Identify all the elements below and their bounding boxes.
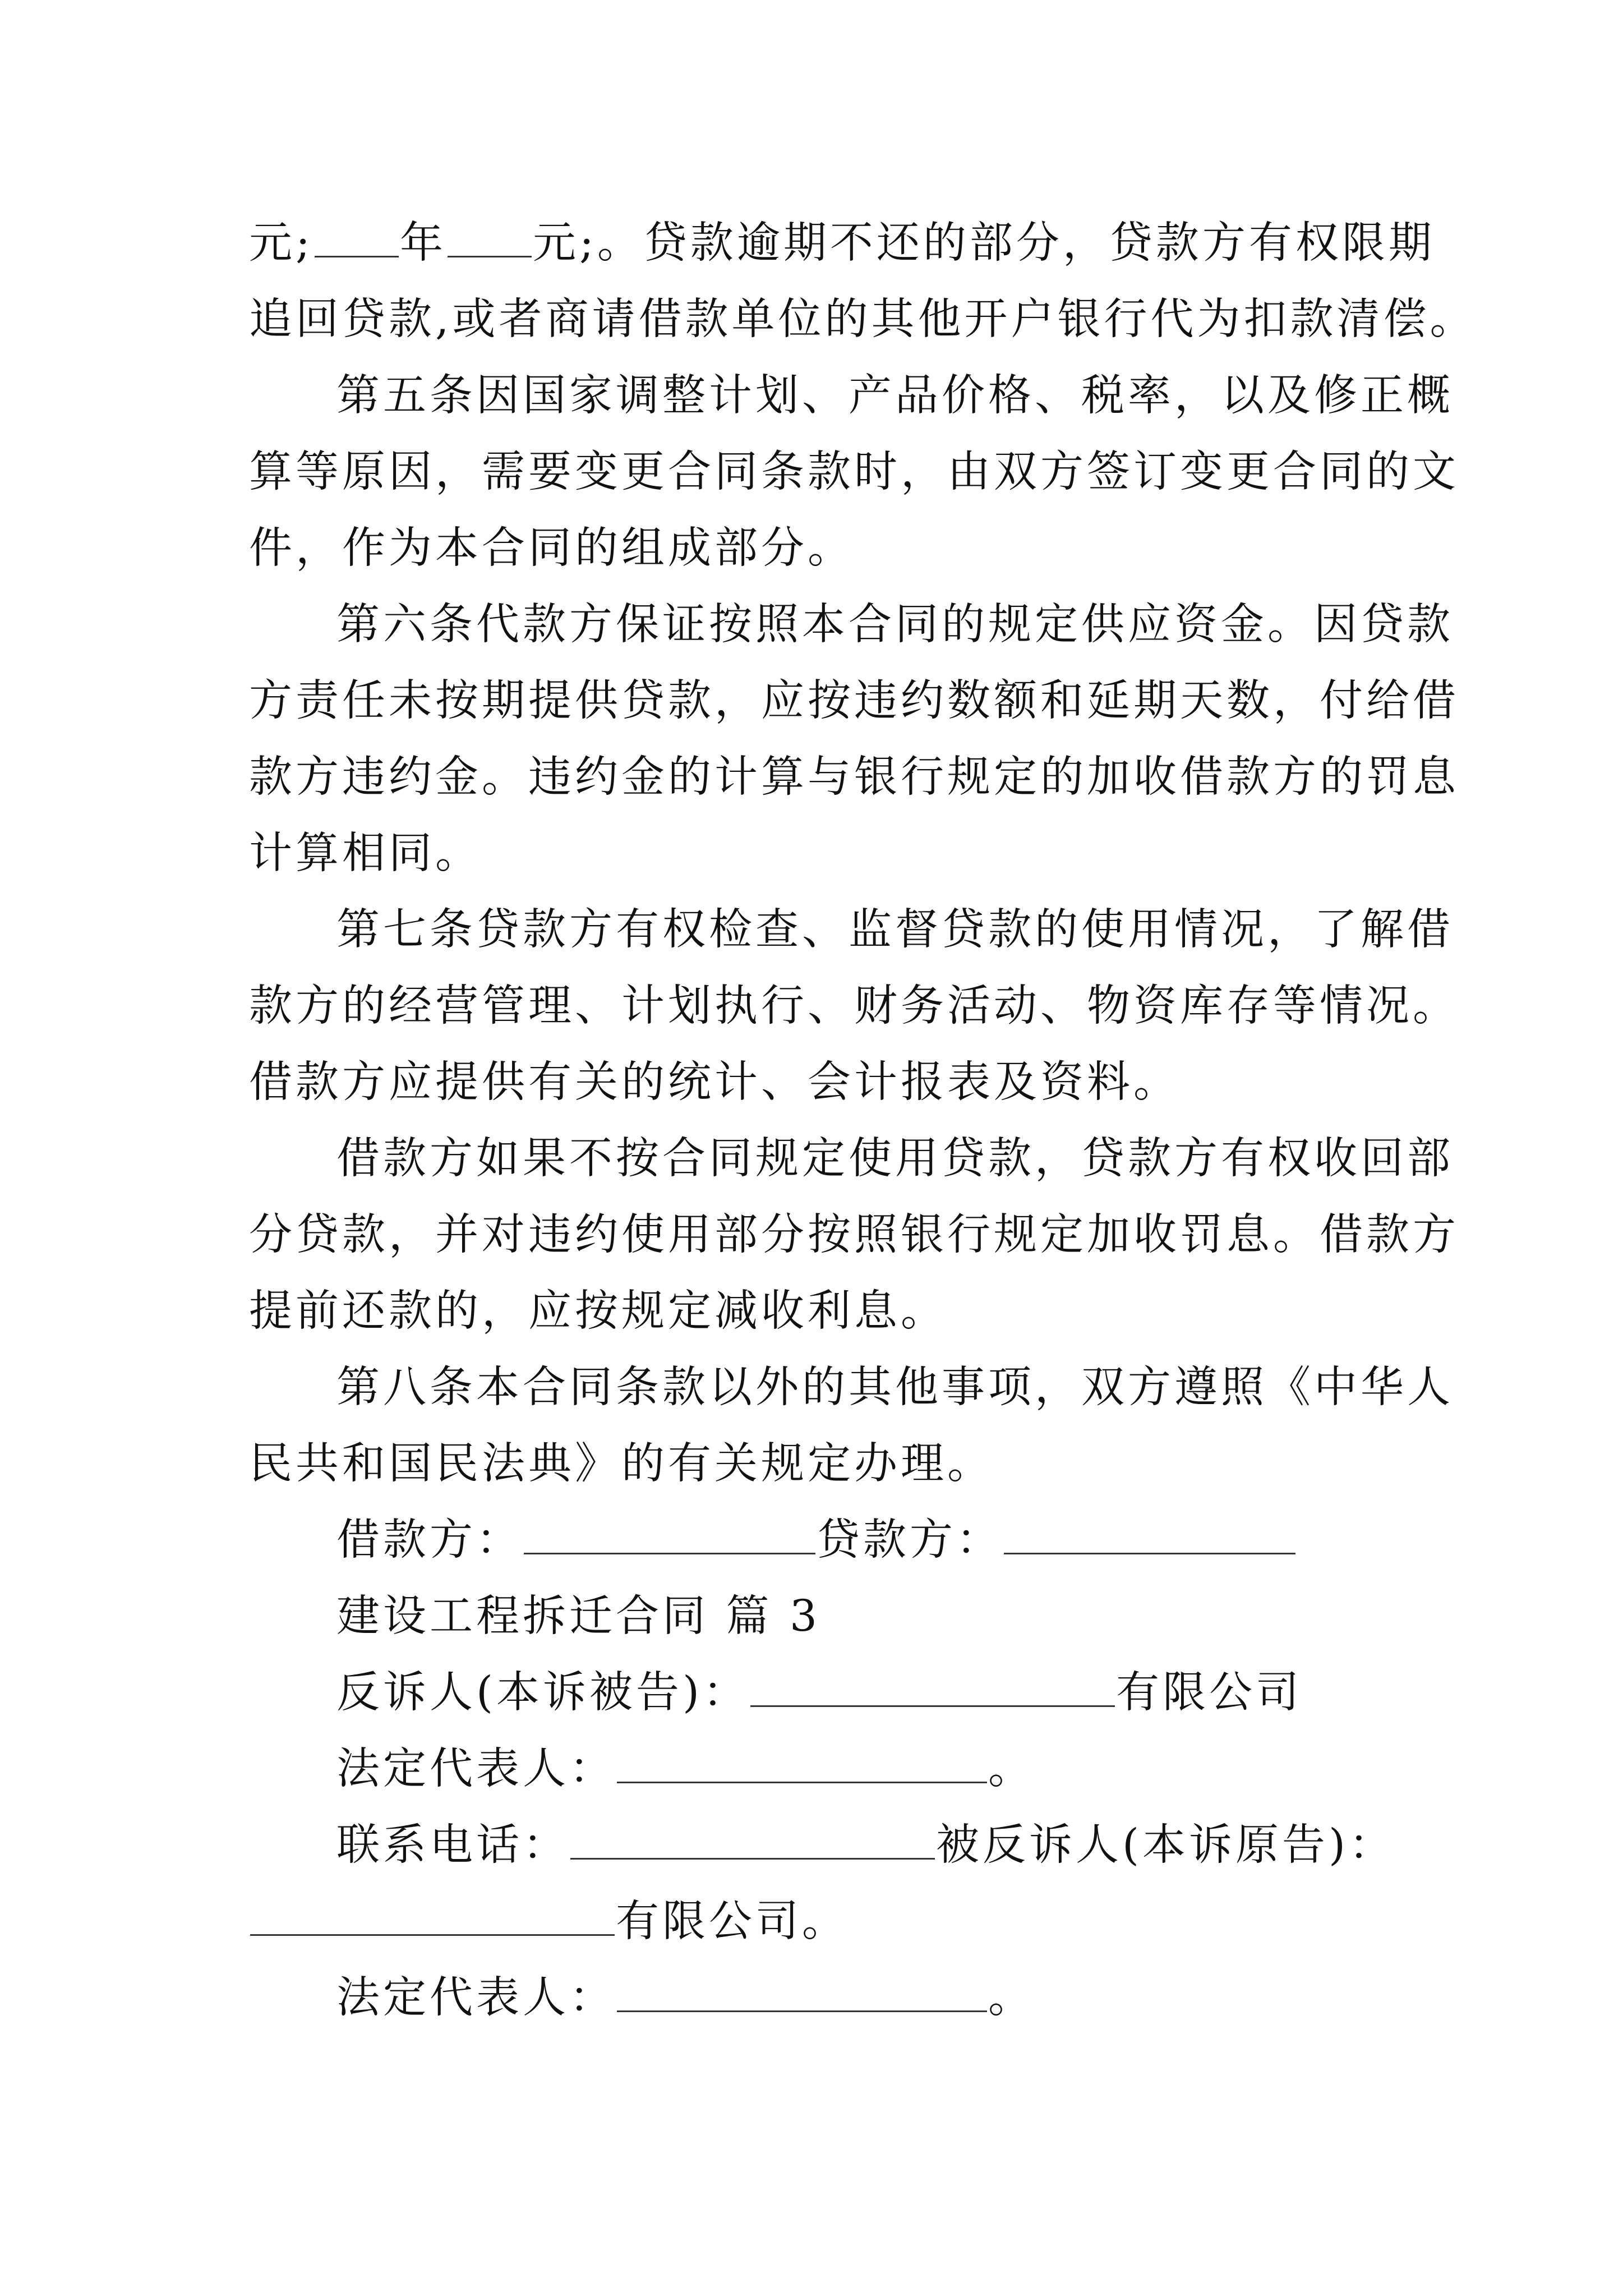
text-line: 方责任未按期提供贷款，应按违约数额和延期天数，付给借 bbox=[249, 676, 1459, 726]
paragraph-first-line: 借款方如果不按合同规定使用贷款，贷款方有权收回部 bbox=[336, 1134, 1454, 1184]
counterclaimant-blank bbox=[750, 1666, 1115, 1707]
respondent-label: 被反诉人(本诉原告)： bbox=[936, 1820, 1396, 1870]
paragraph-first-line: 第八条本合同条款以外的其他事项，双方遵照《中华人 bbox=[336, 1363, 1454, 1412]
text-line: 件，作为本合同的组成部分。 bbox=[249, 523, 854, 573]
fill-blank bbox=[315, 217, 399, 257]
text-line: 分贷款，并对违约使用部分按照银行规定加收罚息。借款方 bbox=[249, 1210, 1459, 1260]
legal-rep-blank bbox=[617, 1742, 987, 1783]
text-line: 民共和国民法典》的有关规定办理。 bbox=[249, 1439, 994, 1489]
text-fragment: 元; bbox=[249, 218, 313, 268]
legal-rep-line bbox=[336, 1741, 1035, 1797]
text-fragment: 年 bbox=[399, 218, 446, 268]
paragraph-first-line: 第六条代款方保证按照本合同的规定供应资金。因贷款 bbox=[336, 600, 1454, 650]
signature-line bbox=[336, 1512, 1297, 1568]
text-line: 提前还款的，应按规定减收利息。 bbox=[249, 1286, 947, 1336]
lender-signature-blank bbox=[1004, 1513, 1295, 1554]
lender-label: 贷款方： bbox=[817, 1515, 1003, 1565]
text-line: 计算相同。 bbox=[249, 829, 482, 878]
borrower-signature-blank bbox=[524, 1513, 815, 1554]
borrower-label: 借款方： bbox=[336, 1515, 523, 1565]
text-line: 借款方应提供有关的统计、会计报表及资料。 bbox=[249, 1057, 1180, 1107]
contact-line bbox=[336, 1818, 1395, 1874]
respondent-company-blank bbox=[250, 1895, 615, 1936]
text-line bbox=[249, 215, 1435, 272]
contact-phone-blank bbox=[570, 1819, 935, 1860]
section-title: 建设工程拆迁合同 篇 3 bbox=[336, 1591, 820, 1641]
counterclaimant-line bbox=[336, 1665, 1302, 1721]
respondent-company-line bbox=[249, 1894, 849, 1950]
legal-rep-line bbox=[336, 1970, 1035, 2026]
text-line: 款方违约金。违约金的计算与银行规定的加收借款方的罚息 bbox=[249, 752, 1459, 802]
text-line: 追回贷款,或者商请借款单位的其他开户银行代为扣款清偿。 bbox=[249, 295, 1477, 344]
text-line: 款方的经营管理、计划执行、财务活动、物资库存等情况。 bbox=[249, 981, 1459, 1031]
contact-label: 联系电话： bbox=[336, 1820, 569, 1870]
legal-rep-suffix: 。 bbox=[988, 1973, 1035, 2023]
legal-rep-blank bbox=[617, 1971, 987, 2012]
counterclaimant-label: 反诉人(本诉被告)： bbox=[336, 1668, 750, 1718]
paragraph-first-line: 第七条贷款方有权检查、监督贷款的使用情况，了解借 bbox=[336, 905, 1454, 955]
counterclaimant-suffix: 有限公司 bbox=[1116, 1668, 1303, 1718]
legal-rep-label: 法定代表人： bbox=[336, 1744, 616, 1794]
text-line: 算等原因，需要变更合同条款时，由双方签订变更合同的文 bbox=[249, 447, 1459, 497]
legal-rep-suffix: 。 bbox=[988, 1744, 1035, 1794]
text-fragment: 元;。贷款逾期不还的部分，贷款方有权限期 bbox=[532, 218, 1435, 268]
legal-rep-label: 法定代表人： bbox=[336, 1973, 616, 2023]
respondent-company-suffix: 有限公司。 bbox=[616, 1897, 849, 1947]
paragraph-first-line: 第五条因国家调整计划、产品价格、税率，以及修正概 bbox=[336, 371, 1454, 421]
fill-blank bbox=[448, 217, 532, 257]
